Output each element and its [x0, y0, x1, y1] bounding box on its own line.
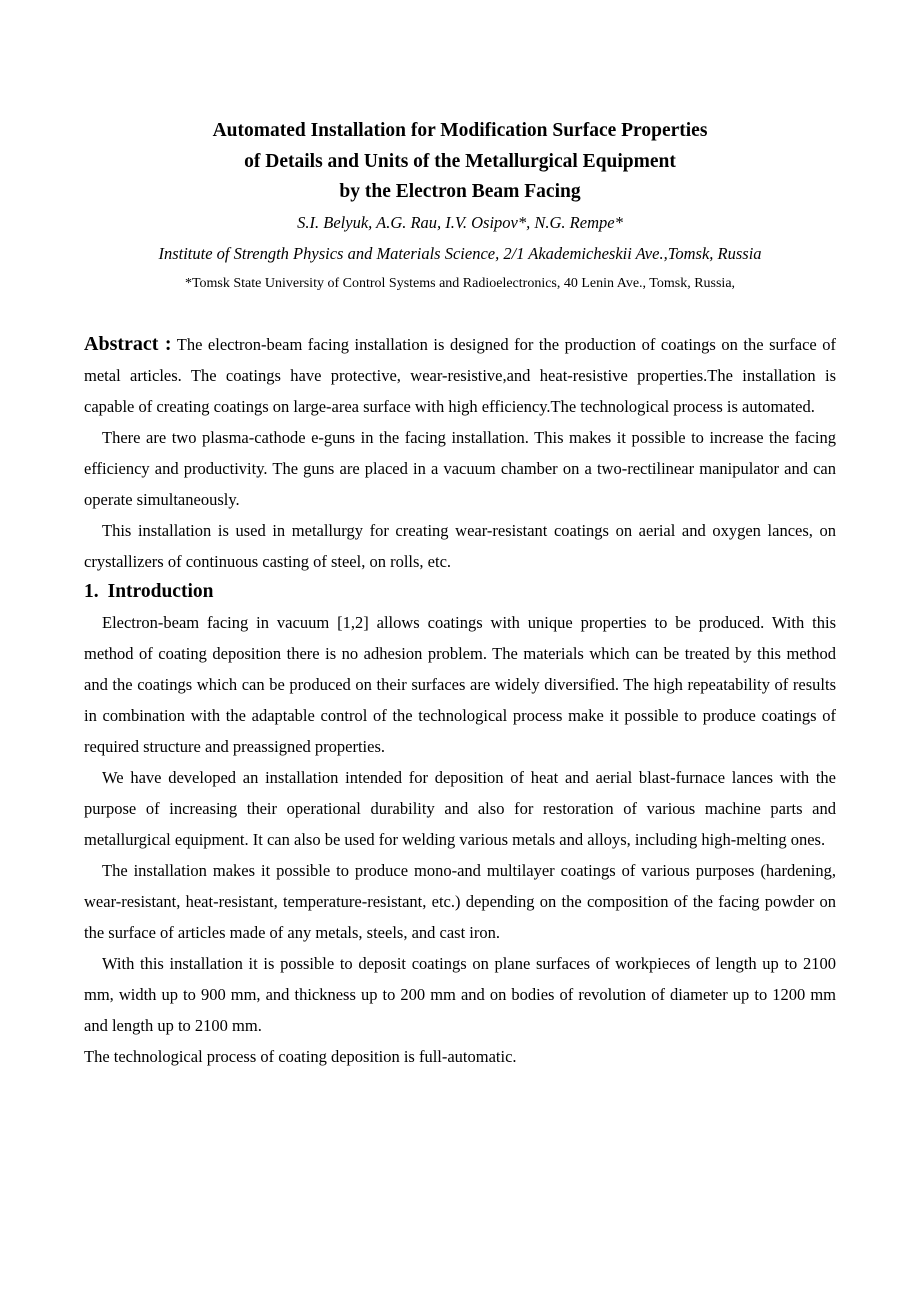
body-paragraph: We have developed an installation intended for deposition of heat and aerial blast-furnace lances with the purpose of increasing their operational durability and also for restoration of various machine parts and metallurgical equipment. It can also be used for welding various metals and alloys, including high-melting ones.	[84, 767, 836, 849]
abstract-text: The electron-beam facing installation is designed for the production of coatings on the surface of metal articles. The coatings have protective, wear-resistive,and heat-resistive properties.The installation is capable of creating coatings on large-area surface with high efficiency.The technological process is automated.	[84, 334, 836, 416]
section-number: 1.	[84, 580, 99, 602]
body-paragraph: The technological process of coating deposition is full-automatic.	[84, 1046, 517, 1066]
affiliation-secondary: *Tomsk State University of Control Systems and Radioelectronics, 40 Lenin Ave., Tomsk, Russia,	[184, 275, 736, 291]
affiliation-primary: Institute of Strength Physics and Materials Science, 2/1 Akademicheskii Ave.,Tomsk, Russia	[158, 243, 762, 263]
abstract-section	[84, 329, 836, 577]
abstract-label: Abstract :	[84, 332, 172, 355]
title-line: of Details and Units of the Metallurgical Equipment	[244, 150, 676, 172]
abstract-paragraph	[84, 329, 836, 422]
author-list: S.I. Belyuk, A.G. Rau, I.V. Osipov*, N.G. Rempe*	[297, 212, 623, 232]
section-heading	[84, 577, 836, 607]
body-paragraph: Electron-beam facing in vacuum [1,2] allows coatings with unique properties to be produced. With this method of coating deposition there is no adhesion problem. The materials which can be treated by this method and the coatings which can be produced on their surfaces are widely diversified. The high repeatability of results in combination with the adaptable control of the technological process make it possible to produce coatings of required structure and preassigned properties.	[84, 612, 836, 756]
paper-title	[84, 116, 836, 208]
body-paragraph: With this installation it is possible to deposit coatings on plane surfaces of workpieces of length up to 2100 mm, width up to 900 mm, and thickness up to 200 mm and on bodies of revolution of diameter up to 1200 mm and length up to 2100 mm.	[84, 953, 836, 1035]
section-title: Introduction	[107, 580, 214, 602]
body-paragraph: The installation makes it possible to produce mono-and multilayer coatings of various purposes (hardening, wear-resistant, heat-resistant, temperature-resistant, etc.) depending on the composition of the facing powder on the surface of articles made of any metals, steels, and cast iron.	[84, 860, 836, 942]
abstract-paragraph: This installation is used in metallurgy for creating wear-resistant coatings on aerial and oxygen lances, on crystallizers of continuous casting of steel, on rolls, etc.	[84, 520, 836, 571]
introduction-section	[84, 577, 836, 1072]
paper-page	[84, 116, 836, 1072]
abstract-paragraph: There are two plasma-cathode e-guns in the facing installation. This makes it possible to increase the facing efficiency and productivity. The guns are placed in a vacuum chamber on a two-rectilinear manipulator and can operate simultaneously.	[84, 427, 836, 509]
title-line: Automated Installation for Modification Surface Properties	[212, 120, 708, 141]
title-line: by the Electron Beam Facing	[339, 181, 581, 202]
